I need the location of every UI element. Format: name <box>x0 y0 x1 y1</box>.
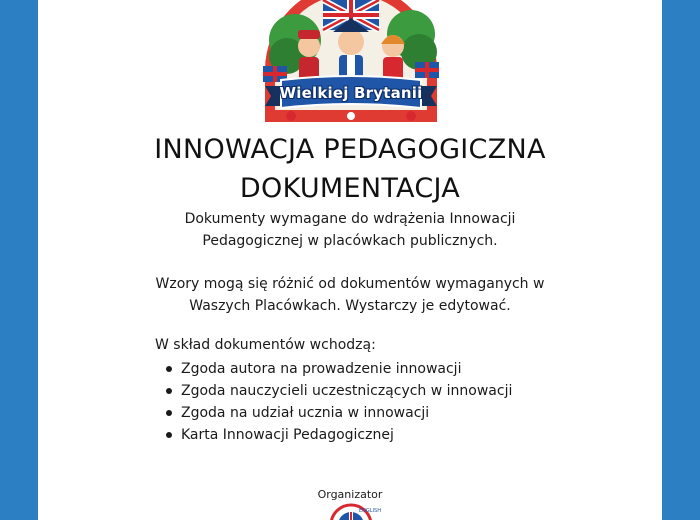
list-item-text: Zgoda nauczycieli uczestniczących w innowacji <box>181 383 513 399</box>
intro-line-1: Dokumenty wymagane do wdrążenia Innowacji <box>184 211 516 227</box>
document-page <box>38 0 662 520</box>
documents-list <box>162 358 512 446</box>
list-item <box>162 380 512 402</box>
children-illustration <box>251 0 451 122</box>
intro-line-2: Pedagogicznej w placówkach publicznych. <box>202 233 498 249</box>
bullet-icon <box>166 410 172 416</box>
banner-label: Wielkiej Brytanii <box>279 84 423 102</box>
illustration-logo <box>251 0 451 122</box>
page-title-line-1: INNOWACJA PEDAGOGICZNA <box>154 134 546 165</box>
documents-heading: W skład dokumentów wchodzą: <box>155 337 376 353</box>
page-title-line-2: DOKUMENTACJA <box>239 173 461 204</box>
list-item-text: Zgoda autora na prowadzenie innowacji <box>181 361 462 377</box>
list-item-text: Karta Innowacji Pedagogicznej <box>181 427 394 443</box>
note-line-2: Waszych Placówkach. Wystarczy je edytować. <box>189 298 511 314</box>
list-item-text: Zgoda na udział ucznia w innowacji <box>181 405 430 421</box>
organizer-logo-text: ENGLISH <box>359 508 381 514</box>
organizer-logo <box>319 503 383 520</box>
note-paragraph <box>38 273 662 317</box>
list-item <box>162 424 512 446</box>
note-line-1: Wzory mogą się różnić od dokumentów wymaganych w <box>155 276 545 292</box>
bullet-icon <box>166 388 172 394</box>
bullet-icon <box>166 432 172 438</box>
intro-paragraph <box>38 208 662 252</box>
bullet-icon <box>166 366 172 372</box>
list-item <box>162 358 512 380</box>
list-item <box>162 402 512 424</box>
organizer-label: Organizator <box>317 488 383 501</box>
organizer-logo-icon <box>319 503 383 520</box>
